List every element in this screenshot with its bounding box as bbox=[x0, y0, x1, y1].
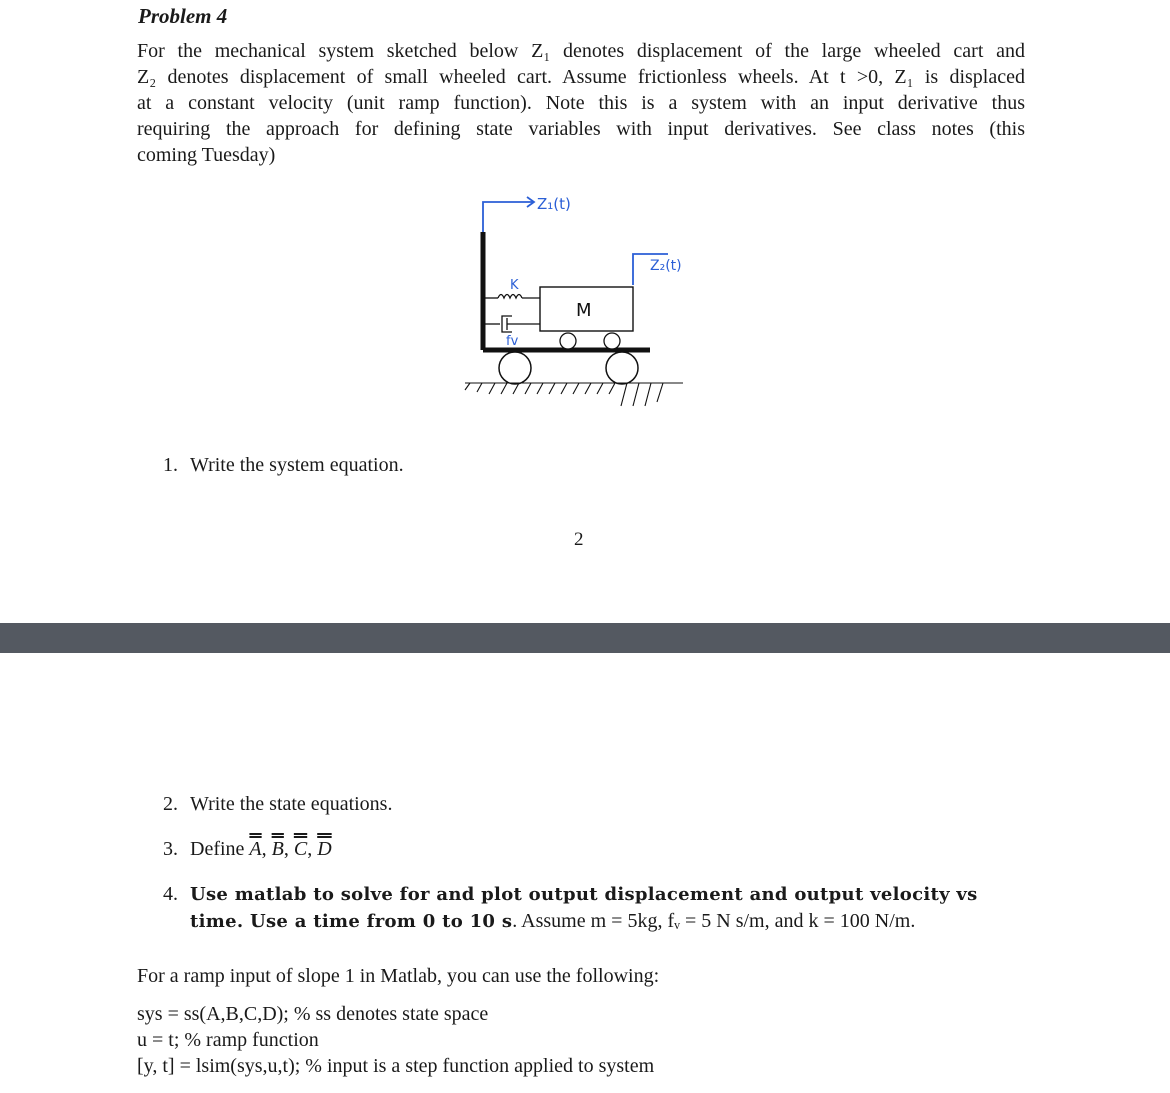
question-3: 3. Define A, B, C, D bbox=[163, 838, 332, 860]
small-wheel-icon bbox=[604, 333, 620, 349]
damper-icon bbox=[485, 316, 540, 332]
matrix-b: B bbox=[271, 838, 284, 860]
question-2 bbox=[163, 793, 392, 816]
large-wheel-icon bbox=[499, 352, 531, 384]
question-4-line-1: Use matlab to solve for and plot output displacement and output velocity vs bbox=[190, 884, 978, 905]
matlab-code bbox=[137, 1001, 654, 1079]
question-number: 1. bbox=[163, 454, 178, 476]
spring-icon bbox=[485, 295, 540, 299]
question-4-line-2-bold: time. Use a time from 0 to 10 s bbox=[190, 911, 513, 932]
page-divider bbox=[0, 623, 1170, 653]
question-4-line-2-rest: . Assume m = 5kg, fᵥ = 5 N s/m, and k = 100 N/m. bbox=[512, 910, 916, 932]
question-text: Write the system equation. bbox=[190, 454, 404, 476]
problem-title: Problem 4 bbox=[138, 4, 228, 28]
question-number: 4. bbox=[163, 883, 178, 905]
ramp-intro: For a ramp input of slope 1 in Matlab, you can use the following: bbox=[137, 965, 660, 987]
z1-arrow-icon bbox=[483, 197, 534, 232]
matrix-d: D bbox=[317, 838, 332, 860]
large-wheel-icon bbox=[606, 352, 638, 384]
statement-line: Z₂ denotes displacement of small wheeled cart. Assume frictionless wheels. At t >0, Z₁ is displaced bbox=[137, 66, 1025, 88]
problem-statement bbox=[137, 38, 1025, 168]
damper-label: fv bbox=[506, 334, 519, 349]
question-4 bbox=[163, 881, 1025, 935]
spring-label: K bbox=[510, 278, 519, 293]
question-text: Write the state equations. bbox=[190, 793, 393, 815]
mechanical-system-diagram bbox=[440, 180, 700, 410]
small-wheel-icon bbox=[560, 333, 576, 349]
question-text: Define bbox=[190, 838, 250, 860]
ground-hatch bbox=[465, 383, 683, 406]
statement-line: requiring the approach for defining state variables with input derivatives. See class notes (this bbox=[137, 118, 1025, 140]
page-number: 2 bbox=[574, 529, 584, 550]
code-line: u = t; % ramp function bbox=[137, 1029, 319, 1051]
statement-line: coming Tuesday) bbox=[137, 144, 276, 166]
z1-label: Z₁(t) bbox=[537, 195, 571, 213]
code-line: [y, t] = lsim(sys,u,t); % input is a step function applied to system bbox=[137, 1055, 655, 1077]
mass-label: M bbox=[576, 300, 592, 321]
question-number: 3. bbox=[163, 838, 178, 860]
statement-line: For the mechanical system sketched below Z₁ denotes displacement of the large wheeled cart and bbox=[137, 40, 1025, 62]
question-number: 2. bbox=[163, 793, 178, 815]
z2-label: Z₂(t) bbox=[650, 258, 682, 274]
matrix-a: A bbox=[249, 838, 262, 860]
matrix-c: C bbox=[293, 838, 308, 860]
question-1 bbox=[163, 454, 404, 477]
code-line: sys = ss(A,B,C,D); % ss denotes state space bbox=[137, 1003, 489, 1025]
statement-line: at a constant velocity (unit ramp function). Note this is a system with an input derivative thus bbox=[137, 92, 1025, 114]
